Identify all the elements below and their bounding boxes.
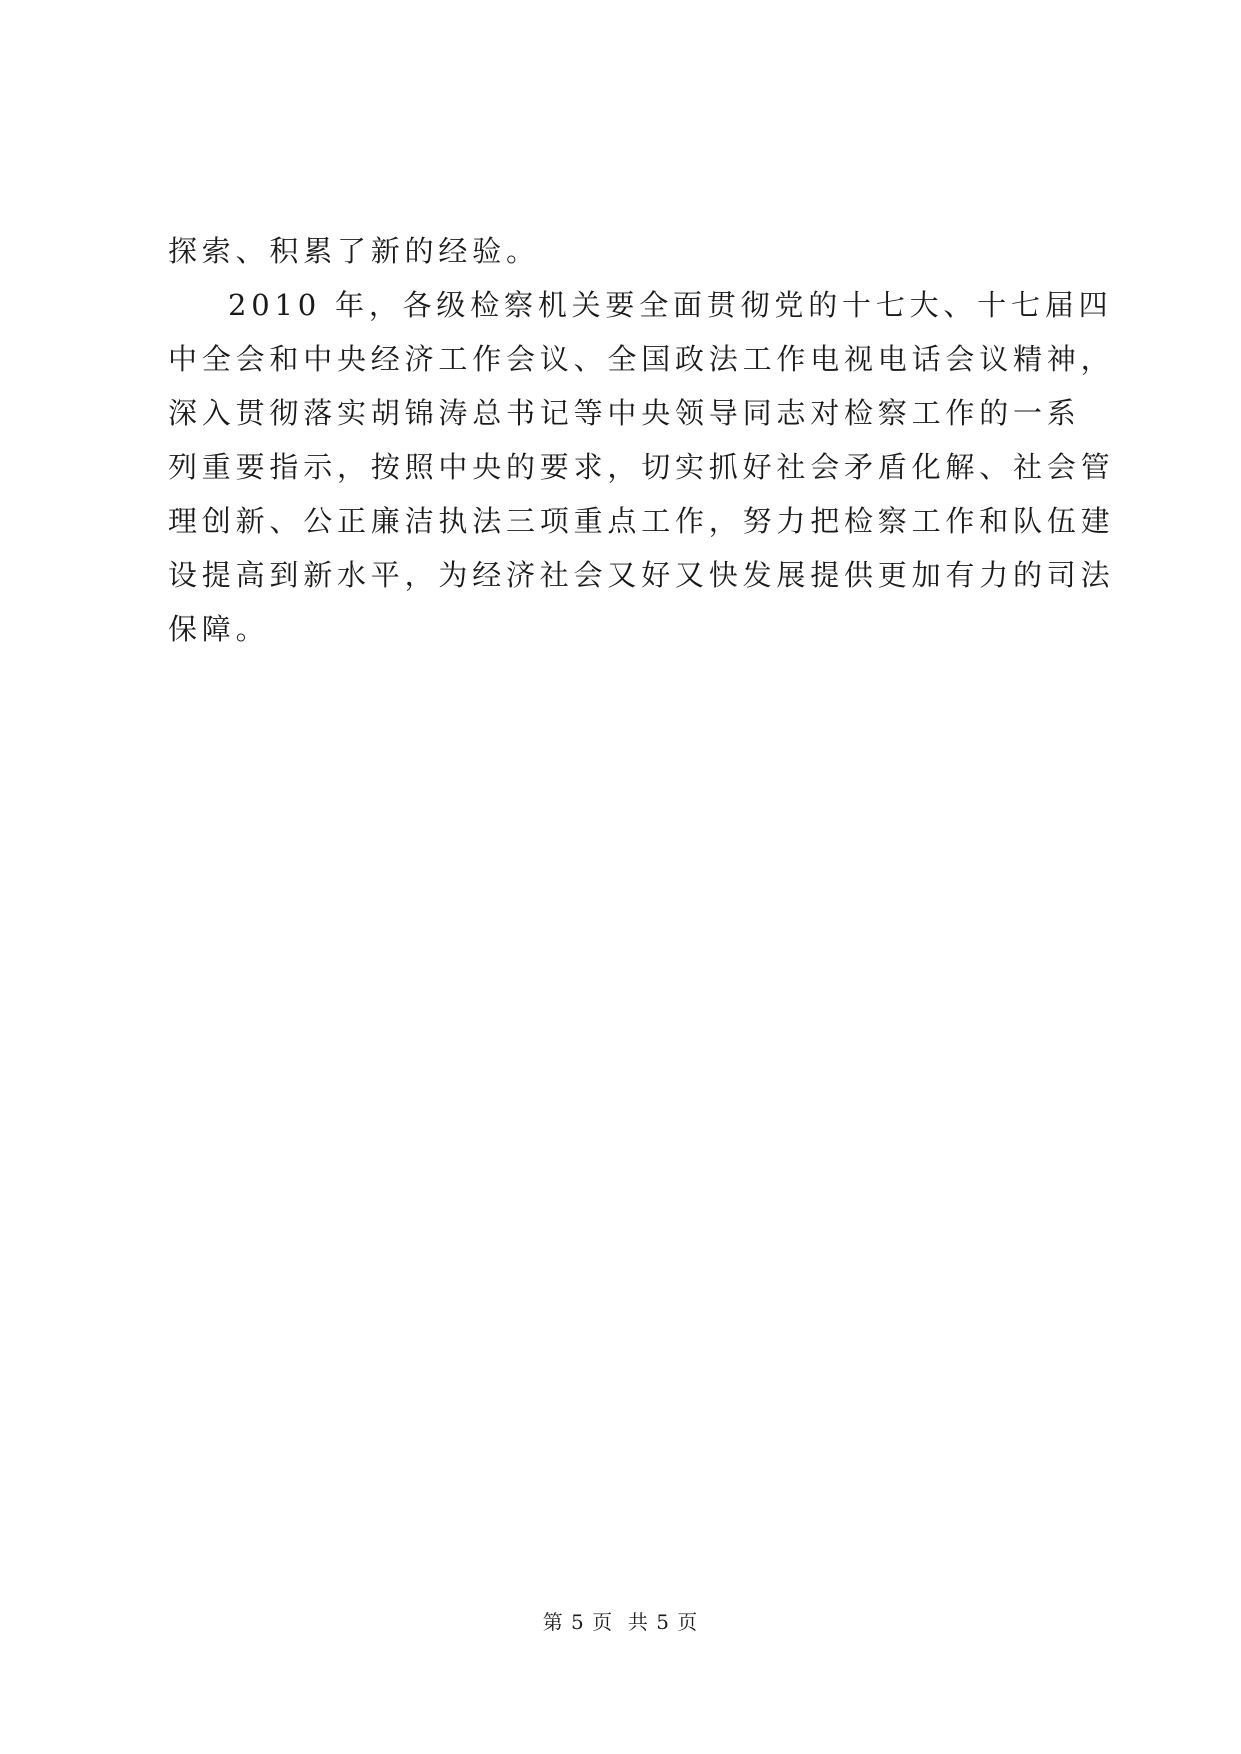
paragraph-line: 中全会和中央经济工作会议、全国政法工作电视电话会议精神， bbox=[168, 342, 1115, 376]
paragraph-line: 理创新、公正廉洁执法三项重点工作，努力把检察工作和队伍建 bbox=[168, 504, 1115, 538]
paragraph-line: 探索、积累了新的经验。 bbox=[168, 234, 540, 268]
paragraph-line: 深入贯彻落实胡锦涛总书记等中央领导同志对检察工作的一系 bbox=[168, 396, 1081, 430]
page-footer bbox=[0, 1606, 1241, 1635]
paragraph-line: 设提高到新水平，为经济社会又好又快发展提供更加有力的司法 bbox=[168, 558, 1115, 592]
page-number: 第 5 页 共 5 页 bbox=[542, 1610, 699, 1634]
paragraph-line: 2010 年，各级检察机关要全面贯彻党的十七大、十七届四 bbox=[228, 288, 1113, 322]
paragraph-line: 保障。 bbox=[168, 612, 270, 646]
paragraph-line: 列重要指示，按照中央的要求，切实抓好社会矛盾化解、社会管 bbox=[168, 450, 1115, 484]
document-body bbox=[168, 224, 1115, 656]
